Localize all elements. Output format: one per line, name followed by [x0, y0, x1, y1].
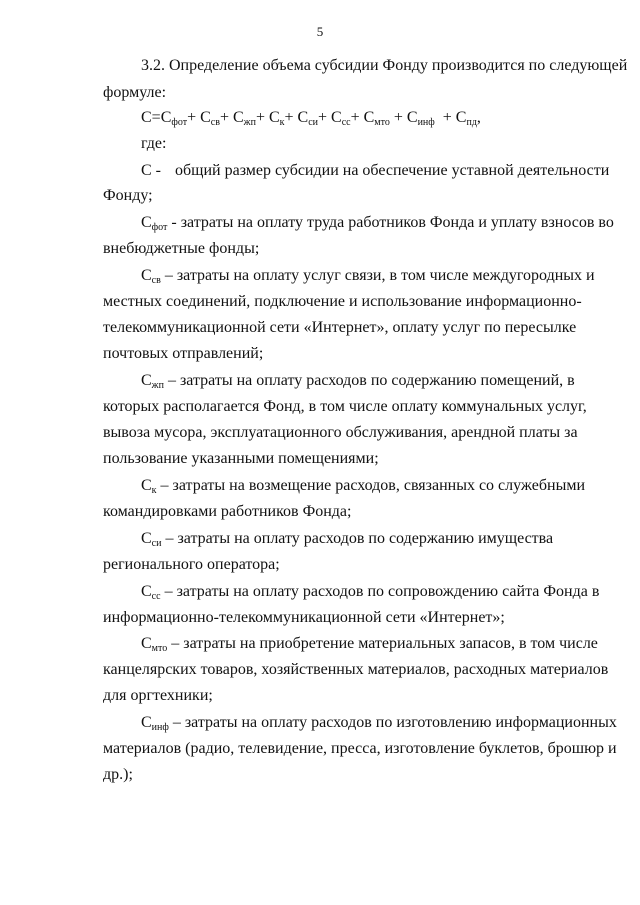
def-zhp-line-1 — [141, 371, 601, 391]
def-ss-text: – затраты на оплату расходов по сопровождению сайта Фонда в — [160, 583, 600, 600]
def-sv-sub: св — [151, 275, 161, 286]
formula-sub: си — [308, 117, 318, 128]
def-sv-text: – затраты на оплату услуг связи, в том числе междугородных и — [160, 267, 595, 284]
def-mto-sub: мто — [151, 643, 168, 654]
formula-lhs: С=С — [141, 109, 172, 126]
formula-op: + С — [187, 109, 211, 126]
def-zhp-line-3: вывоза мусора, эксплуатационного обслуживания, арендной платы за — [103, 424, 578, 441]
def-sv-line-2: местных соединений, подключение и использование информационно- — [103, 293, 582, 310]
formula-op: + С — [284, 109, 309, 126]
where-label: где: — [141, 135, 167, 152]
def-k-text: – затраты на возмещение расходов, связанных со служебными — [156, 477, 586, 494]
formula-sub: мто — [374, 117, 390, 128]
formula-sub: фот — [171, 117, 188, 128]
formula-sub: жп — [243, 117, 256, 128]
formula-op: + С — [255, 109, 280, 126]
def-c-line-1 — [141, 161, 610, 181]
def-si-sub: си — [151, 538, 162, 549]
subsidy-formula — [141, 108, 481, 128]
def-inf-text: – затраты на оплату расходов по изготовлению информационных — [168, 714, 617, 731]
formula-op: + С — [434, 109, 467, 126]
def-fot-sub: фот — [151, 222, 168, 233]
formula-sub: сс — [341, 117, 351, 128]
def-si-line-1 — [141, 529, 601, 549]
def-zhp-text: – затраты на оплату расходов по содержанию помещений, в — [163, 372, 575, 389]
formula-op: + С — [350, 109, 375, 126]
def-fot-line-2: внебюджетные фонды; — [103, 240, 260, 257]
def-c-line-2: Фонду; — [103, 187, 153, 204]
def-k-line-2: командировками работников Фонда; — [103, 503, 352, 520]
def-si-symbol: С — [141, 530, 152, 547]
def-zhp-sub: жп — [151, 380, 164, 391]
formula-op: , — [476, 109, 481, 126]
def-zhp-symbol: С — [141, 372, 152, 389]
def-zhp-line-4: пользование указанными помещениями; — [103, 450, 379, 467]
def-si-text: – затраты на оплату расходов по содержанию имущества — [161, 530, 554, 547]
formula-sub: св — [210, 117, 220, 128]
formula-op: + С — [318, 109, 342, 126]
def-fot-line-1 — [141, 213, 614, 233]
def-mto-line-1 — [141, 634, 601, 654]
def-mto-text: – затраты на приобретение материальных запасов, в том числе — [167, 635, 598, 652]
def-sv-line-1 — [141, 266, 601, 286]
def-k-sub: к — [151, 485, 157, 496]
def-c-text: общий размер субсидии на обеспечение уставной деятельности — [175, 162, 610, 179]
formula-op: + С — [219, 109, 244, 126]
def-sv-symbol: С — [141, 267, 152, 284]
def-ss-line-1 — [141, 582, 601, 602]
def-mto-line-2: канцелярских товаров, хозяйственных материалов, расходных материалов — [103, 661, 609, 678]
formula-sub: пд — [466, 117, 477, 128]
def-mto-line-3: для оргтехники; — [103, 687, 213, 704]
def-inf-line-2: материалов (радио, телевидение, пресса, изготовление буклетов, брошюр и — [103, 740, 617, 757]
def-k-symbol: С — [141, 477, 152, 494]
def-ss-line-2: информационно-телекоммуникационной сети «Интернет»; — [103, 609, 505, 626]
def-ss-sub: сс — [151, 591, 161, 602]
formula-sub: инф — [417, 117, 435, 128]
def-c-symbol: С - — [141, 162, 161, 179]
def-mto-symbol: С — [141, 635, 152, 652]
def-si-line-2: регионального оператора; — [103, 556, 280, 573]
def-sv-line-3: телекоммуникационной сети «Интернет», оплату услуг по пересылке — [103, 319, 577, 336]
formula-sub: к — [279, 117, 285, 128]
section-paragraph-line-2: формуле: — [103, 84, 167, 101]
def-fot-symbol: С — [141, 214, 152, 231]
page-number: 5 — [316, 24, 324, 39]
section-paragraph-line-1: 3.2. Определение объема субсидии Фонду производится по следующей — [141, 57, 628, 74]
def-k-line-1 — [141, 476, 601, 496]
def-inf-sub: инф — [151, 722, 169, 733]
def-sv-line-4: почтовых отправлений; — [103, 345, 264, 362]
def-zhp-line-2: которых располагается Фонд, в том числе оплату коммунальных услуг, — [103, 398, 587, 415]
formula-op: + С — [389, 109, 418, 126]
def-inf-line-3: др.); — [103, 766, 133, 783]
def-ss-symbol: С — [141, 583, 152, 600]
def-fot-text: - затраты на оплату труда работников Фонда и уплату взносов во — [167, 214, 614, 231]
def-inf-symbol: С — [141, 714, 152, 731]
def-inf-line-1 — [141, 713, 617, 733]
